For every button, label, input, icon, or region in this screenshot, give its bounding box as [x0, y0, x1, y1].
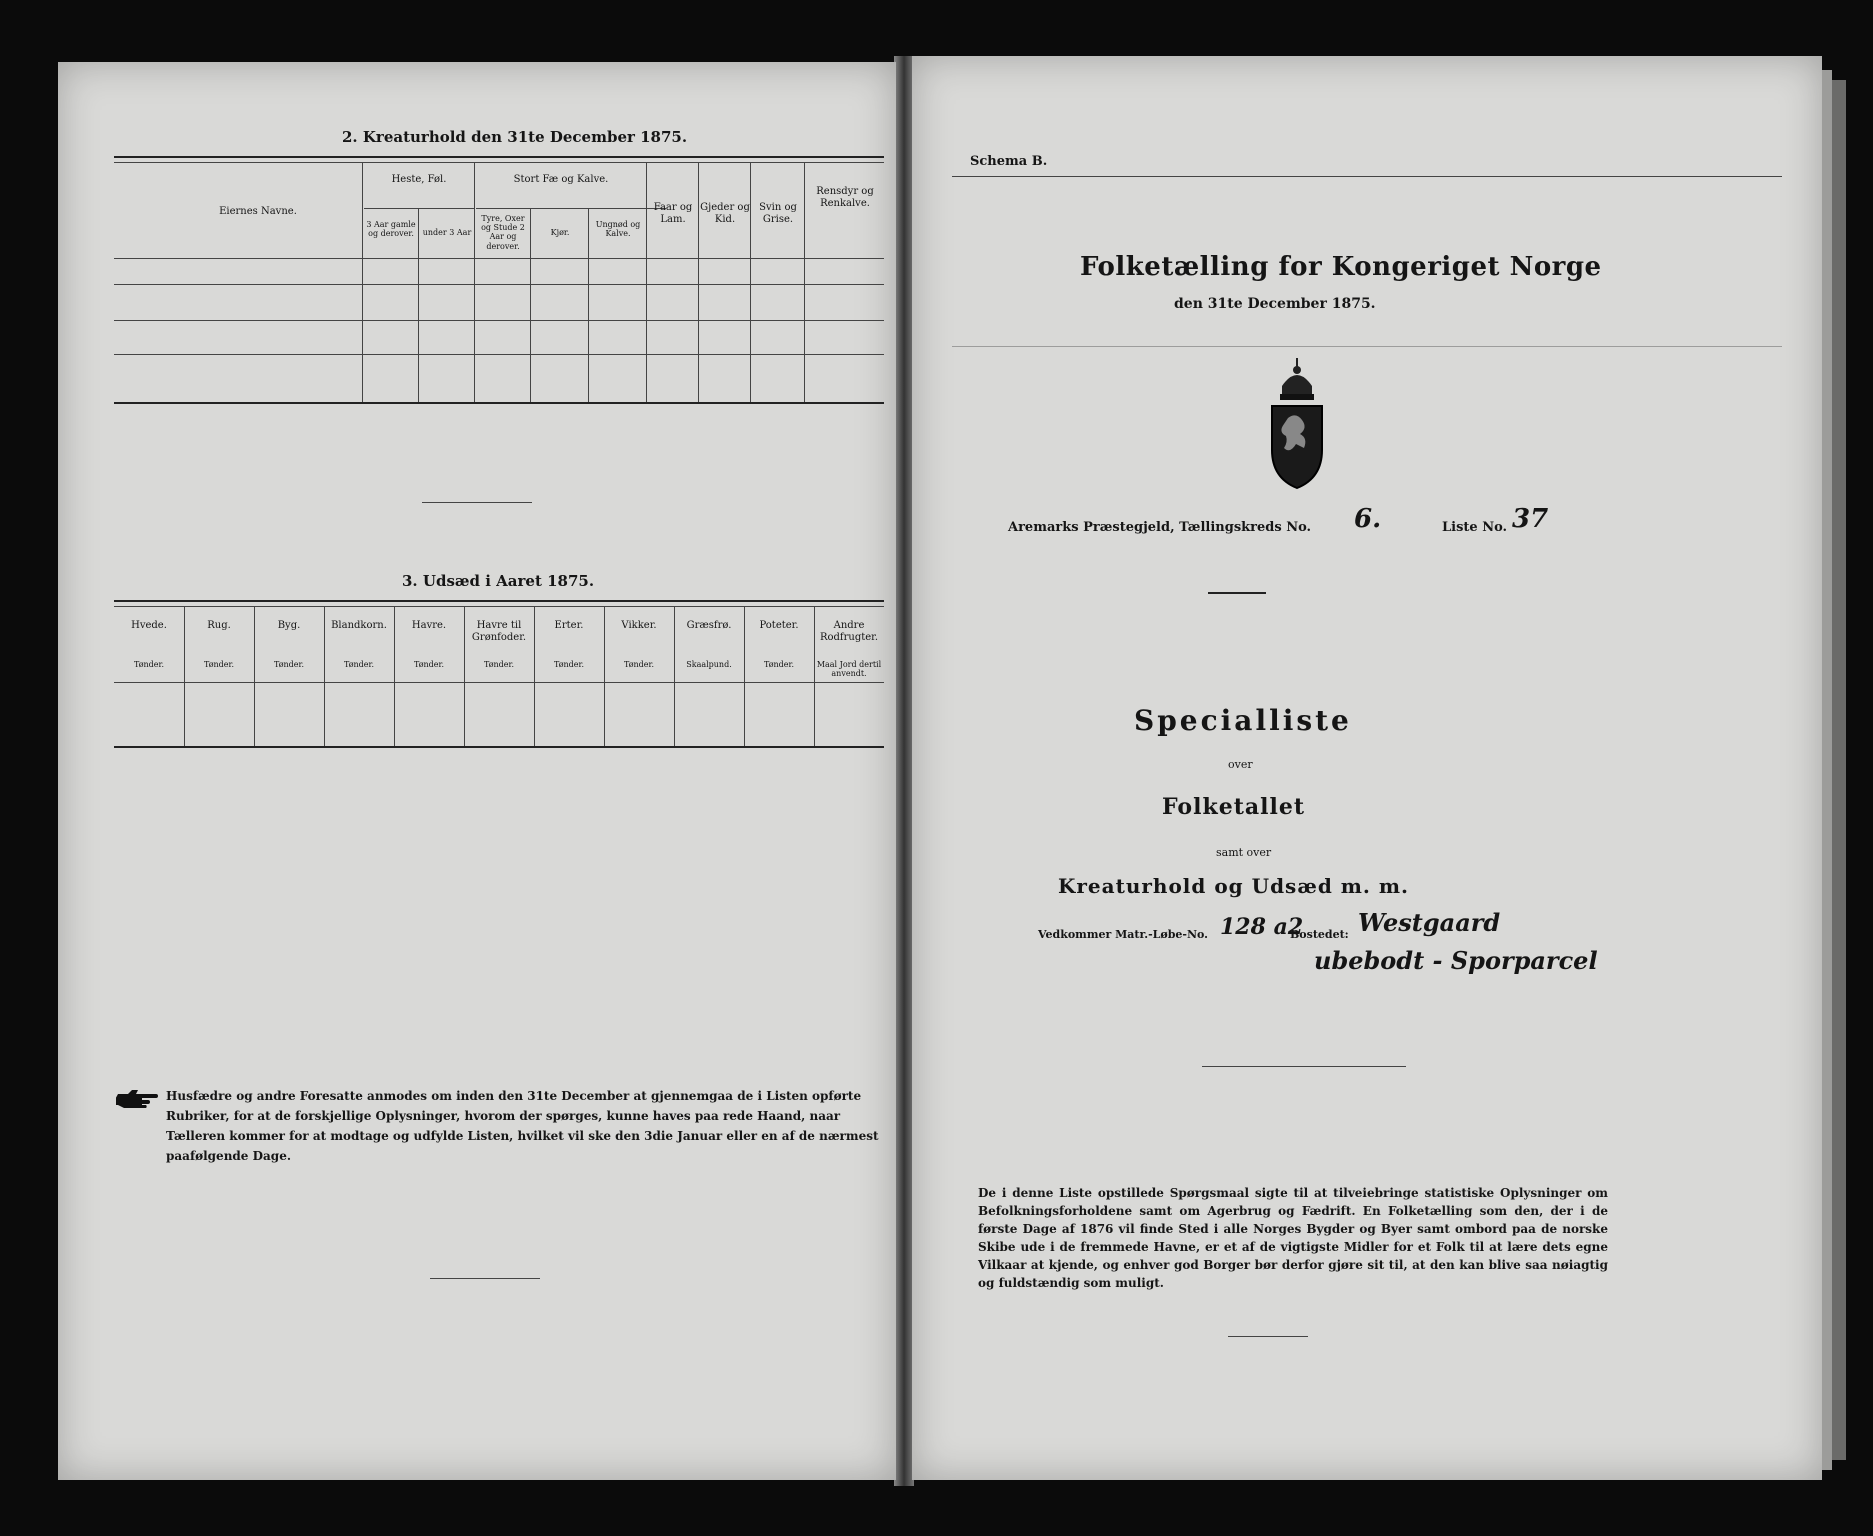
table2-col	[646, 162, 647, 402]
table2-row-rule	[114, 284, 884, 285]
table2-col	[588, 208, 589, 402]
kreaturhold-title: Kreaturhold og Udsæd m. m.	[1058, 874, 1409, 898]
table2-subrule	[364, 208, 474, 209]
matr-number: 128 a2	[1220, 914, 1304, 940]
col-stort-fe: Stort Fæ og Kalve.	[513, 174, 609, 185]
faint-table-rule	[952, 176, 1782, 177]
udsaed-col-name: Rug.	[207, 620, 231, 631]
table2-bottom-rule	[114, 402, 884, 404]
col-tyre: Tyre, Oxer og Stude 2 Aar og derover.	[481, 214, 525, 251]
divider	[1228, 1336, 1308, 1337]
table2-col	[804, 162, 805, 402]
udsaed-col-name: Vikker.	[621, 620, 657, 631]
norway-coat-of-arms-icon	[1262, 356, 1332, 490]
over-text: over	[1228, 758, 1253, 771]
table2-top-rule	[114, 156, 884, 158]
prestegjeld-label: Aremarks Præstegjeld, Tællingskreds No.	[1008, 520, 1312, 535]
col-owner: Eiernes Navne.	[219, 206, 297, 217]
col-gjeder: Gjeder og Kid.	[700, 202, 750, 225]
udsaed-col-name: Poteter.	[759, 620, 799, 631]
col-rensdyr: Rensdyr og Renkalve.	[816, 186, 874, 209]
table3-rule	[114, 606, 884, 607]
udsaed-col-name: Blandkorn.	[331, 620, 387, 631]
table2-row-rule	[114, 354, 884, 355]
faint-table-rule	[952, 346, 1782, 347]
table2-col	[698, 162, 699, 402]
divider	[430, 1278, 540, 1279]
udsaed-col-unit: Tønder.	[133, 660, 165, 669]
col-heste: Heste, Føl.	[391, 174, 447, 185]
liste-number: 37	[1512, 504, 1549, 534]
table2-col	[418, 208, 419, 402]
explanatory-paragraph: De i denne Liste opstillede Spørgsmaal sigte til at tilveiebringe statistiske Oplysninger om Befolkningsforholdene samt om Agerbrug og Fædrift. En Folketælling som den, der i de første Dage af 1876 vil finde Sted i alle Norges Bygder og Byer samt ombord paa de norske Skibe ude i de fremmede Havne, er et af de vigtigste Midler for et Folk til at lære dets egne Vilkaar at kjende, og enhver god Borger bør derfor gjøre sit til, at den kan blive saa nøiagtig og fuldstændig som muligt.	[978, 1186, 1608, 1290]
folketallet-title: Folketallet	[1162, 794, 1305, 820]
table2-subrule	[476, 208, 666, 209]
matr-label: Vedkommer Matr.-Løbe-No.	[1038, 928, 1208, 941]
bostedet-value-line2: ubebodt - Sporparcel	[1314, 946, 1598, 975]
udsaed-col-name: Havre.	[411, 620, 447, 631]
table2-row-rule	[114, 320, 884, 321]
udsaed-col-name: Erter.	[554, 620, 584, 631]
table2-header-rule	[114, 258, 884, 259]
table3-top-rule	[114, 600, 884, 602]
col-faar: Faar og Lam.	[653, 202, 693, 225]
schema-label: Schema B.	[970, 154, 1048, 169]
udsaed-col-name: Andre Rodfrugter.	[819, 620, 879, 643]
udsaed-col-unit: Tønder.	[763, 660, 795, 669]
udsaed-col-name: Hvede.	[131, 620, 167, 631]
bostedet-label: Bostedet:	[1290, 928, 1349, 941]
udsaed-col-unit: Tønder.	[343, 660, 375, 669]
divider	[422, 502, 532, 503]
udsaed-col-unit: Maal Jord dertil anvendt.	[816, 660, 882, 679]
col-ungnod: Ungnød og Kalve.	[595, 220, 641, 239]
census-title: Folketælling for Kongeriget Norge	[1080, 252, 1602, 282]
udsaed-col-unit: Tønder.	[203, 660, 235, 669]
udsaed-col-name: Græsfrø.	[686, 620, 732, 631]
divider	[1208, 592, 1266, 594]
section3-title: 3. Udsæd i Aaret 1875.	[402, 572, 595, 590]
samt-over-text: samt over	[1216, 846, 1272, 859]
page-edges-dark	[1832, 80, 1846, 1460]
col-svin: Svin og Grise.	[759, 202, 797, 225]
table3-header-rule	[114, 682, 884, 683]
left-page	[58, 62, 896, 1480]
notice-text: Husfædre og andre Foresatte anmodes om inden den 31te December at gjennemgaa de i Listen opførte Rubriker, for at de forskjellige Oplysninger, hvorom der spørges, kunne haves paa rede Haand, naar Tælleren kommer for at modtage og udfylde Listen, hvilket vil ske den 3die Januar eller en af de nærmest paafølgende Dage.	[166, 1089, 879, 1163]
udsaed-col-unit: Tønder.	[483, 660, 515, 669]
kreds-number: 6.	[1354, 504, 1382, 534]
udsaed-col-name: Havre til Grønfoder.	[471, 620, 527, 643]
table2-col	[474, 162, 475, 402]
table3-bottom-rule	[114, 746, 884, 748]
table2-rule	[114, 162, 884, 163]
udsaed-col-name: Byg.	[277, 620, 301, 631]
table2-col	[362, 162, 363, 402]
col-heste-under3: under 3 Aar	[422, 228, 472, 237]
divider	[1202, 1066, 1406, 1067]
udsaed-col-unit: Tønder.	[623, 660, 655, 669]
bostedet-value-line1: Westgaard	[1358, 908, 1501, 937]
table2-col	[750, 162, 751, 402]
right-page	[912, 56, 1822, 1480]
udsaed-col-unit: Tønder.	[413, 660, 445, 669]
udsaed-col-unit: Skaalpund.	[686, 660, 732, 669]
col-kjor: Kjør.	[550, 228, 570, 237]
census-date: den 31te December 1875.	[1174, 296, 1376, 312]
udsaed-col-unit: Tønder.	[553, 660, 585, 669]
table2-col	[530, 208, 531, 402]
udsaed-col-unit: Tønder.	[273, 660, 305, 669]
col-heste-3aar: 3 Aar gamle og derover.	[366, 220, 416, 239]
pointing-hand-icon	[116, 1088, 162, 1110]
specialliste-title: Specialliste	[1134, 704, 1352, 737]
section2-title: 2. Kreaturhold den 31te December 1875.	[342, 128, 688, 146]
liste-label: Liste No.	[1442, 520, 1508, 535]
book-spine	[894, 56, 914, 1486]
